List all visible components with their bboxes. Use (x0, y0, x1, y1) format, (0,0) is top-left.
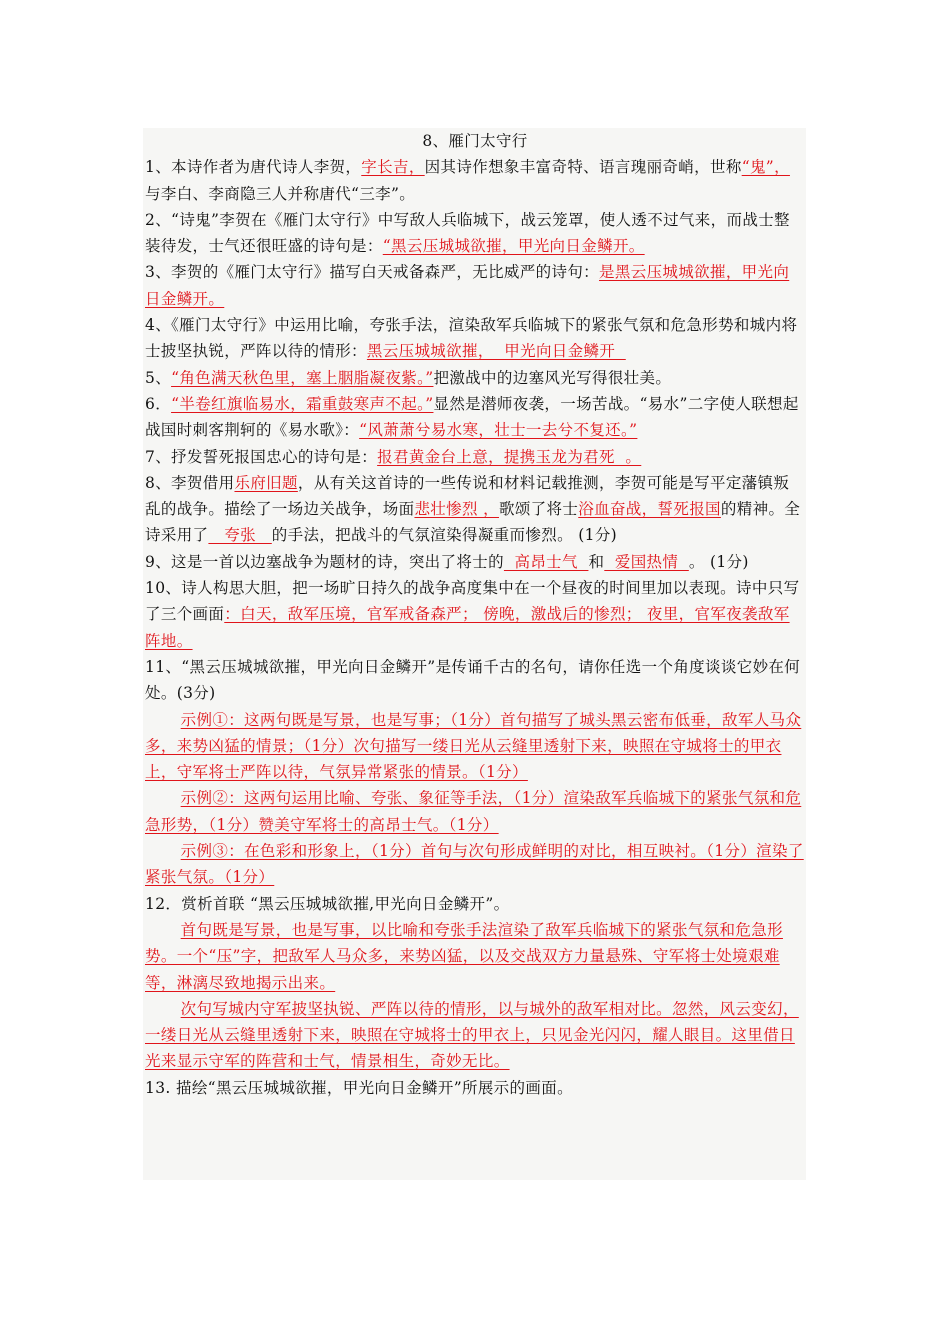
q4-text-1: 4、《雁门太守行》中运用比喻，夸张手法，渲染敌军兵临城下的紧张气氛和危急形势和城内将士披坚执锐，严阵以待的情形： (145, 316, 798, 361)
document-body (145, 128, 805, 1101)
question-8 (145, 470, 805, 549)
question-5 (145, 365, 805, 391)
q11-example-3-text: 示例③：在色彩和形象上，（1分）首句与次句形成鲜明的对比，相互映衬。（1分）渲染了紧张气氛。（1分） (145, 842, 804, 887)
q6-text-2: 显然是潜师夜袭，一场苦战。“易水”二字使人联想起战国时刺客荆轲的《易水歌》： (145, 394, 799, 440)
q11-example-1 (145, 707, 805, 786)
q8-text-1: 8、李贺借用 (145, 473, 235, 492)
question-12: 12．赏析首联 “黑云压城城欲摧,甲光向日金鳞开”。 (145, 894, 510, 913)
q1-text-3: 与李白、李商隐三人并称唐代“三李”。 (145, 184, 416, 203)
q11-example-1-text: 示例①：这两句既是写景，也是写事；（1分）首句描写了城头黑云密布低垂，敌军人马众多，来势凶猛的情景；（1分）次句描写一缕日光从云缝里透射下来，映照在守城将士的甲衣上，守军将士严阵以待，气氛异常紧张的情景。（1分） (145, 710, 802, 782)
question-11: 11、“黑云压城城欲摧，甲光向日金鳞开”是传诵千古的名句，请你任选一个角度谈谈它妙在何处。(3分) (145, 657, 801, 703)
question-1 (145, 154, 805, 207)
q6-text-1: 6． (145, 394, 172, 413)
q2-text-1: 2、“诗鬼”李贺在《雁门太守行》中写敌人兵临城下，战云笼罩，使人透不过气来，而战士整装待发，士气还很旺盛的诗句是： (145, 210, 790, 256)
question-10 (145, 575, 805, 654)
q1-text-2: 因其诗作想象丰富奇特、语言瑰丽奇峭，世称 (424, 158, 742, 177)
q3-answer-1: 是黑云压城城欲摧，甲光向日金鳞开。 (145, 263, 790, 308)
q9-answer-2: 爱国热情 (604, 552, 689, 571)
q11-example-2-text: 示例②：这两句运用比喻、夸张、象征等手法，（1分）渲染敌军兵临城下的紧张气氛和危急形势，（1分）赞美守军将士的高昂士气。（1分） (145, 789, 802, 834)
q4-answer-1: 黑云压城城欲摧， 甲光向日金鳞开 (366, 342, 626, 361)
question-4 (145, 312, 805, 365)
q7-text-1: 7、抒发誓死报国忠心的诗句是： (145, 447, 378, 466)
q3-text-1: 3、李贺的《雁门太守行》描写白天戒备森严，无比威严的诗句： (145, 263, 600, 282)
question-13: 13. 描绘“黑云压城城欲摧，甲光向日金鳞开”所展示的画面。 (145, 1078, 573, 1097)
q11-example-2 (145, 785, 805, 838)
q2-answer-1: “黑云压城城欲摧，甲光向日金鳞开。 (382, 237, 645, 256)
q11-example-3 (145, 838, 805, 891)
q5-text-2: 把激战中的边塞风光写得很壮美。 (433, 368, 672, 387)
q12-paragraph-1 (145, 917, 805, 996)
q10-answer-1: ：白天，敌军压境，官军戒备森严； 傍晚，激战后的惨烈； 夜里，官军夜袭敌军阵地。 (145, 605, 790, 650)
q1-text-1: 1、本诗作者为唐代诗人李贺， (145, 158, 362, 177)
q8-text-4: 的精神。全诗采用了 (145, 500, 801, 545)
q12-paragraph-1-text: 首句既是写景，也是写事，以比喻和夸张手法渲染了敌军兵临城下的紧张气氛和危急形势。一个“压”字，把敌军人马众多，来势凶猛，以及交战双方力量悬殊、守军将士处境艰难等，淋漓尽致地揭示出来。 (145, 920, 783, 992)
q6-answer-1: “半卷红旗临易水，霜重鼓寒声不起。” (171, 394, 434, 413)
q8-answer-3: 浴血奋战，誓死报国 (578, 500, 721, 519)
q8-text-5: 的手法，把战斗的气氛渲染得凝重而惨烈。 (1分) (271, 526, 618, 545)
q9-text-2: 和 (588, 552, 605, 571)
question-3 (145, 259, 805, 312)
question-7 (145, 444, 805, 470)
q1-answer-2: “鬼”， (741, 158, 790, 177)
q10-text-1: 10、诗人构思大胆，把一场旷日持久的战争高度集中在一个昼夜的时间里加以表现。诗中只写了三个画面 (145, 579, 800, 624)
q12-paragraph-2 (145, 996, 805, 1075)
q5-text-1: 5、 (145, 368, 172, 387)
q12-paragraph-2-text: 次句写城内守军披坚执锐、严阵以待的情形，以与城外的敌军相对比。忽然，风云变幻，一缕日光从云缝里透射下来，映照在守城将士的甲衣上，只见金光闪闪，耀人眼目。这里借日光来显示守军的阵营和士气，情景相生，奇妙无比。 (145, 999, 799, 1071)
q9-text-1: 9、这是一首以边塞战争为题材的诗，突出了将士的 (145, 552, 504, 571)
q1-answer-1: 字长吉， (361, 158, 425, 177)
q8-answer-1: 乐府旧题 (234, 473, 298, 492)
q9-answer-1: 高昂士气 (503, 552, 589, 571)
q8-answer-2: 悲壮惨烈 ， (414, 500, 499, 519)
q8-answer-4: 夸张 (208, 526, 272, 545)
q5-answer-1: “角色满天秋色里，塞上胭脂凝夜紫。” (171, 368, 434, 387)
q8-text-2: ，从有关这首诗的一些传说和材料记载推测，李贺可能是写平定藩镇叛乱的战争。描绘了一场边关战争，场面 (145, 473, 790, 519)
question-9 (145, 549, 805, 575)
question-6 (145, 391, 805, 444)
q9-text-3: 。 (1分) (688, 552, 749, 571)
q6-answer-2: “风萧萧兮易水寒，壮士一去兮不复还。” (359, 421, 638, 440)
q7-answer-1: 报君黄金台上意，提携玉龙为君死 。 (377, 447, 642, 466)
q8-text-3: 歌颂了将士 (498, 500, 579, 519)
question-2 (145, 207, 805, 260)
document-title: 8、雁门太守行 (422, 132, 528, 150)
